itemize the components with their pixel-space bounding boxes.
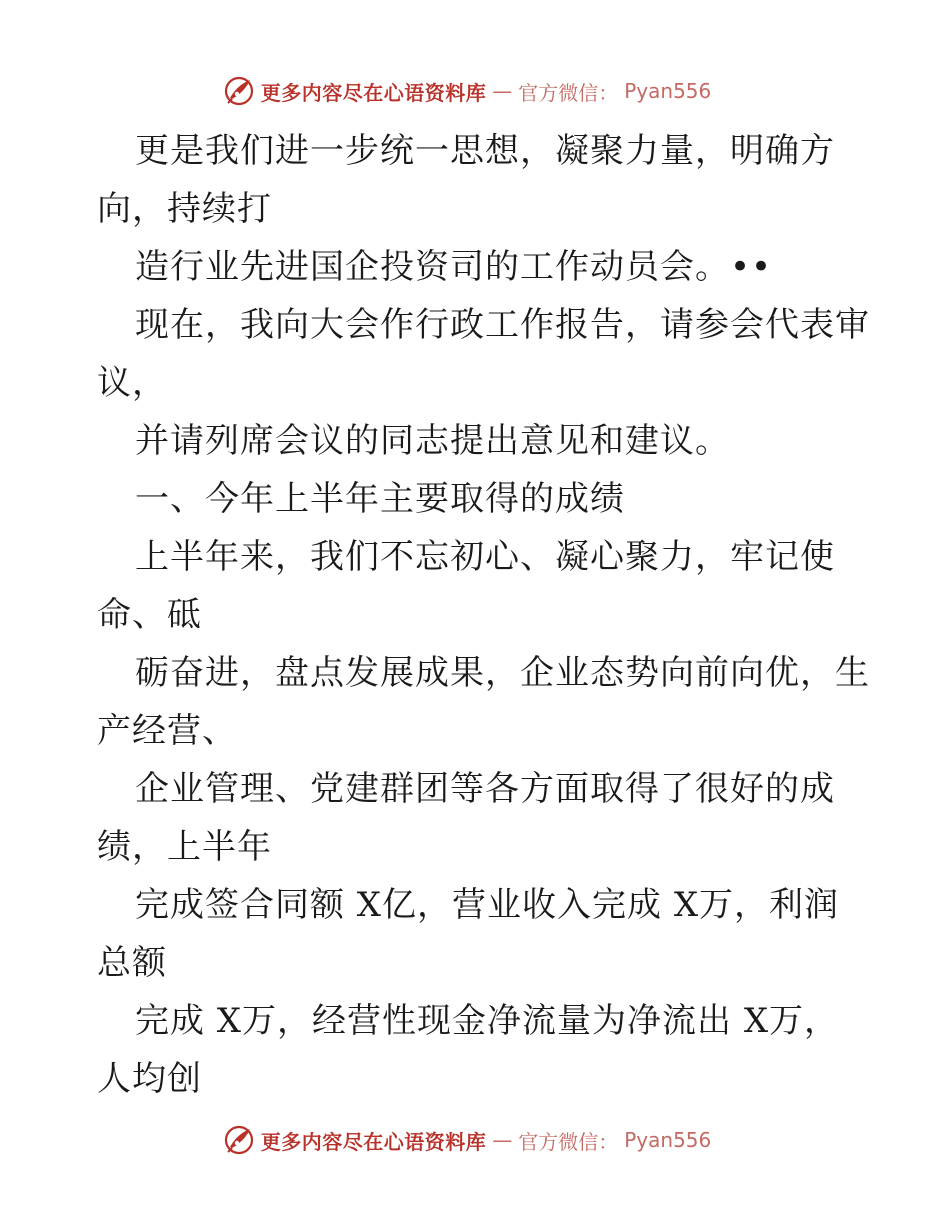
body-line: 现在，我向大会作行政工作报告，请参会代表审 (135, 305, 870, 345)
banner-content (223, 1124, 712, 1156)
quill-logo-icon (223, 1124, 255, 1156)
banner-separator: — (492, 1128, 513, 1152)
body-line: 议， (97, 363, 167, 403)
banner-wechat-id: Pyan556 (624, 79, 712, 103)
body-line: 砺奋进，盘点发展成果，企业态势向前向优，生 (135, 653, 870, 693)
document-body (97, 122, 870, 1108)
quill-logo-icon (223, 75, 255, 107)
body-line: 完成 X万，经营性现金净流量为净流出 X万， (135, 1001, 840, 1041)
body-line: 更是我们进一步统一思想，凝聚力量，明确方 (135, 131, 835, 171)
footer-watermark-banner (0, 1120, 950, 1160)
section-heading: 一、今年上半年主要取得的成绩 (135, 479, 625, 519)
banner-main-text: 更多内容尽在心语资料库 (260, 80, 487, 105)
body-line: 造行业先进国企投资司的工作动员会。•• (135, 247, 773, 287)
body-line: 人均创 (97, 1059, 202, 1099)
body-line: 命、砥 (97, 595, 202, 635)
header-watermark-banner (0, 71, 950, 111)
body-line: 上半年来，我们不忘初心、凝心聚力，牢记使 (135, 537, 835, 577)
banner-wechat-label: 官方微信： (518, 80, 619, 105)
banner-separator: — (492, 79, 513, 103)
banner-main-text: 更多内容尽在心语资料库 (260, 1129, 487, 1154)
body-line: 企业管理、党建群团等各方面取得了很好的成 (135, 769, 835, 809)
banner-content (223, 75, 712, 107)
body-line: 产经营、 (97, 711, 237, 751)
body-line: 总额 (97, 943, 167, 983)
banner-wechat-id: Pyan556 (624, 1128, 712, 1152)
body-line: 绩，上半年 (97, 827, 272, 867)
body-line: 向，持续打 (97, 189, 272, 229)
body-line: 并请列席会议的同志提出意见和建议。 (135, 421, 730, 461)
body-line: 完成签合同额 X亿，营业收入完成 X万，利润 (135, 885, 840, 925)
banner-wechat-label: 官方微信： (518, 1129, 619, 1154)
